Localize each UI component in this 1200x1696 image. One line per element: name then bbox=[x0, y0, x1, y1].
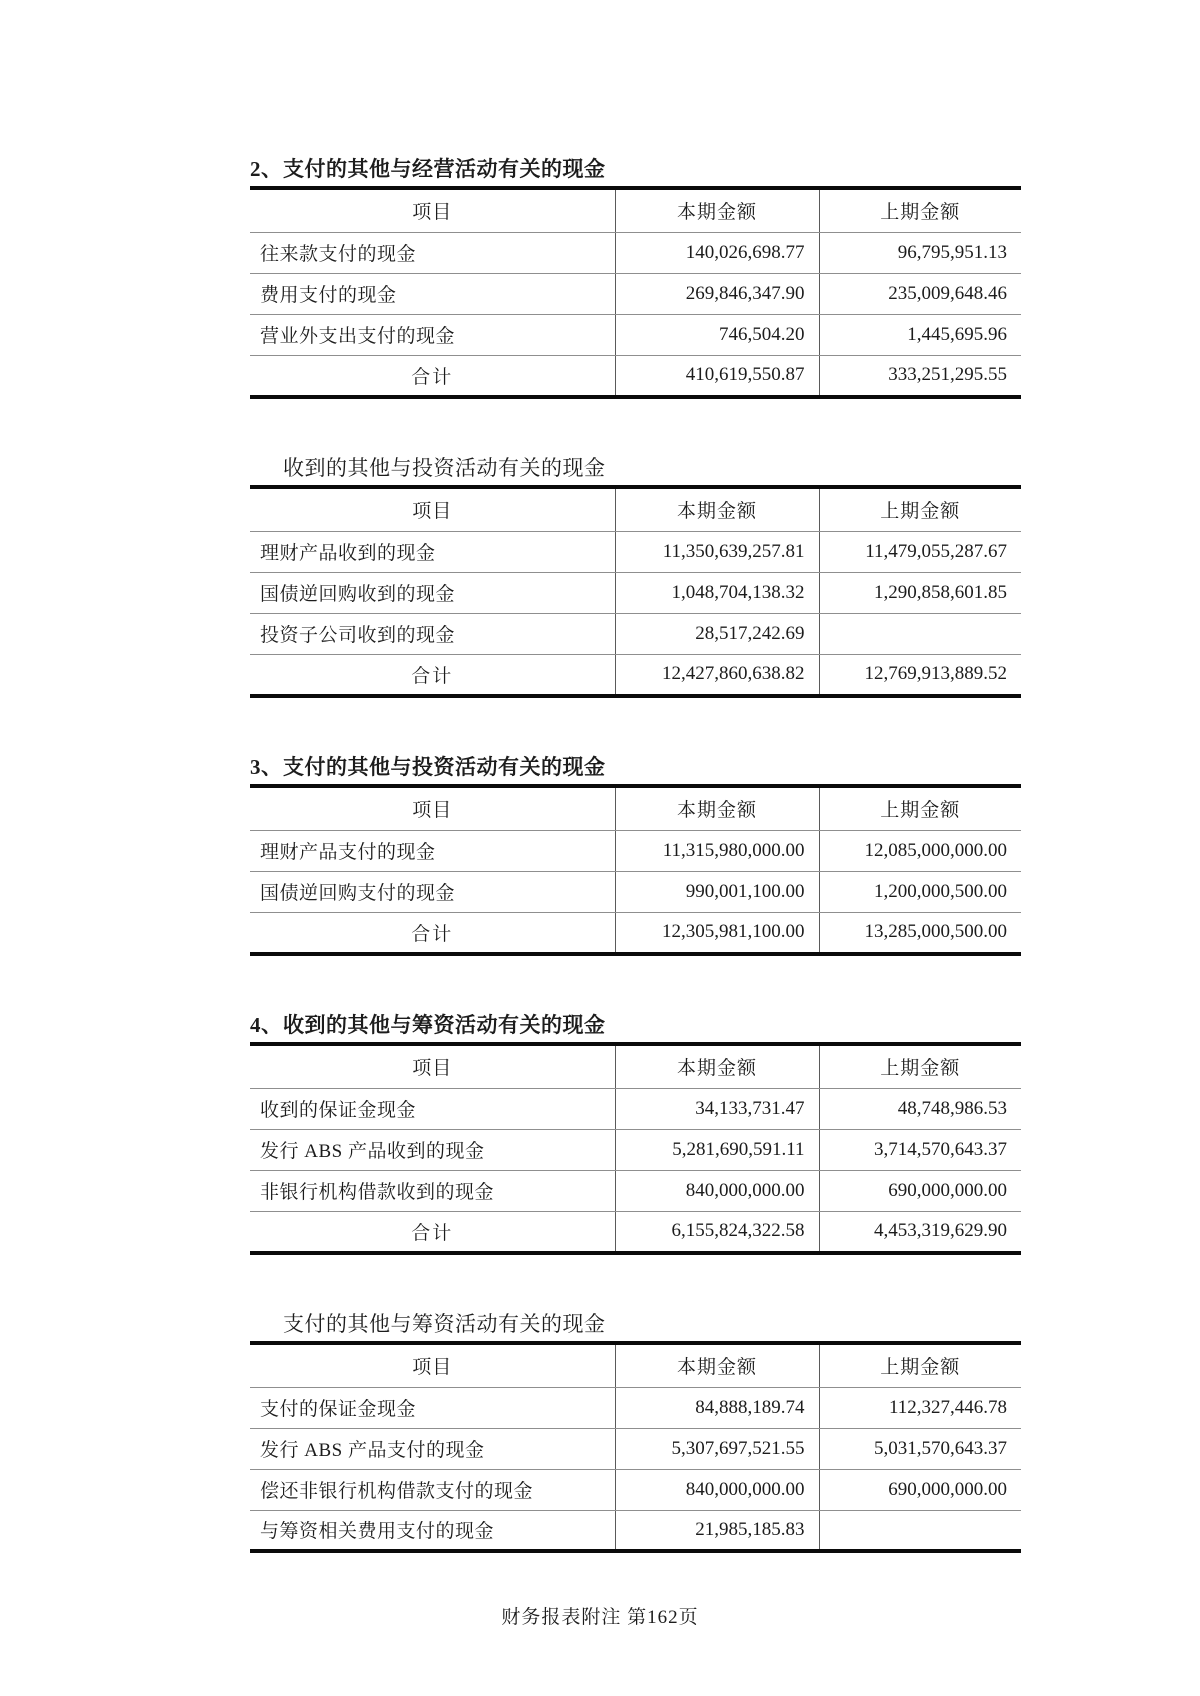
section bbox=[250, 455, 1021, 698]
row-current-amount: 28,517,242.69 bbox=[615, 613, 819, 654]
total-current-amount: 6,155,824,322.58 bbox=[615, 1211, 819, 1253]
row-prior-amount: 12,085,000,000.00 bbox=[819, 830, 1021, 871]
row-prior-amount: 1,290,858,601.85 bbox=[819, 572, 1021, 613]
section-title-text: 收到的其他与投资活动有关的现金 bbox=[283, 456, 606, 480]
column-header: 项目 bbox=[250, 1044, 615, 1088]
row-current-amount: 84,888,189.74 bbox=[615, 1387, 819, 1428]
total-label: 合计 bbox=[411, 1222, 454, 1244]
table-row bbox=[250, 572, 1021, 613]
total-prior-amount: 12,769,913,889.52 bbox=[864, 663, 1007, 685]
financial-table bbox=[250, 1042, 1021, 1255]
row-item-label: 偿还非银行机构借款支付的现金 bbox=[250, 1469, 615, 1510]
row-current-amount: 746,504.20 bbox=[615, 314, 819, 355]
row-prior-amount: 112,327,446.78 bbox=[819, 1387, 1021, 1428]
row-prior-amount: 96,795,951.13 bbox=[819, 232, 1021, 273]
section bbox=[250, 1311, 1021, 1553]
table-row bbox=[250, 232, 1021, 273]
row-item-label: 收到的保证金现金 bbox=[250, 1088, 615, 1129]
row-item-label: 往来款支付的现金 bbox=[250, 232, 615, 273]
total-label: 合计 bbox=[411, 366, 454, 388]
table-row bbox=[250, 1510, 1021, 1551]
table-row bbox=[250, 273, 1021, 314]
financial-table bbox=[250, 186, 1021, 399]
row-item-label: 投资子公司收到的现金 bbox=[250, 613, 615, 654]
row-prior-amount: 1,445,695.96 bbox=[819, 314, 1021, 355]
table-row bbox=[250, 1469, 1021, 1510]
row-prior-amount: 235,009,648.46 bbox=[819, 273, 1021, 314]
row-current-amount: 21,985,185.83 bbox=[615, 1510, 819, 1551]
total-prior-amount: 333,251,295.55 bbox=[888, 364, 1007, 386]
total-current-amount: 12,427,860,638.82 bbox=[615, 654, 819, 696]
table-header-row bbox=[250, 786, 1021, 830]
column-header: 上期金额 bbox=[819, 786, 1021, 830]
table-header-row bbox=[250, 1343, 1021, 1387]
row-prior-amount: 3,714,570,643.37 bbox=[819, 1129, 1021, 1170]
column-header: 本期金额 bbox=[615, 1044, 819, 1088]
column-header: 项目 bbox=[250, 188, 615, 232]
row-item-label: 理财产品收到的现金 bbox=[250, 531, 615, 572]
section-title-text: 收到的其他与筹资活动有关的现金 bbox=[283, 1013, 606, 1037]
section-number: 3、 bbox=[250, 755, 283, 779]
financial-table bbox=[250, 784, 1021, 956]
row-item-label: 营业外支出支付的现金 bbox=[250, 314, 615, 355]
section-title-text: 支付的其他与投资活动有关的现金 bbox=[283, 755, 606, 779]
table-row bbox=[250, 830, 1021, 871]
total-label: 合计 bbox=[411, 665, 454, 687]
total-label: 合计 bbox=[411, 923, 454, 945]
section-number: 4、 bbox=[250, 1013, 283, 1037]
column-header: 本期金额 bbox=[615, 188, 819, 232]
table-row bbox=[250, 613, 1021, 654]
column-header: 本期金额 bbox=[615, 1343, 819, 1387]
row-current-amount: 11,350,639,257.81 bbox=[615, 531, 819, 572]
row-current-amount: 140,026,698.77 bbox=[615, 232, 819, 273]
row-current-amount: 34,133,731.47 bbox=[615, 1088, 819, 1129]
row-prior-amount: 11,479,055,287.67 bbox=[819, 531, 1021, 572]
table-row bbox=[250, 314, 1021, 355]
table-total-row bbox=[250, 1211, 1021, 1253]
column-header: 本期金额 bbox=[615, 786, 819, 830]
table-header-row bbox=[250, 1044, 1021, 1088]
row-item-label: 理财产品支付的现金 bbox=[250, 830, 615, 871]
table-row bbox=[250, 1088, 1021, 1129]
row-current-amount: 11,315,980,000.00 bbox=[615, 830, 819, 871]
row-current-amount: 1,048,704,138.32 bbox=[615, 572, 819, 613]
row-item-label: 费用支付的现金 bbox=[250, 273, 615, 314]
section-title bbox=[250, 1012, 1021, 1038]
section bbox=[250, 156, 1021, 399]
table-header-row bbox=[250, 188, 1021, 232]
table-header-row bbox=[250, 487, 1021, 531]
row-current-amount: 990,001,100.00 bbox=[615, 871, 819, 912]
section-title bbox=[250, 156, 1021, 182]
total-current-amount: 12,305,981,100.00 bbox=[615, 912, 819, 954]
column-header: 本期金额 bbox=[615, 487, 819, 531]
row-prior-amount: 690,000,000.00 bbox=[819, 1469, 1021, 1510]
column-header: 项目 bbox=[250, 1343, 615, 1387]
row-item-label: 国债逆回购支付的现金 bbox=[250, 871, 615, 912]
table-row bbox=[250, 1170, 1021, 1211]
row-prior-amount: 5,031,570,643.37 bbox=[819, 1428, 1021, 1469]
table-row bbox=[250, 1428, 1021, 1469]
row-current-amount: 5,281,690,591.11 bbox=[615, 1129, 819, 1170]
section bbox=[250, 1012, 1021, 1255]
table-total-row bbox=[250, 654, 1021, 696]
row-prior-amount bbox=[819, 1510, 1021, 1551]
row-current-amount: 269,846,347.90 bbox=[615, 273, 819, 314]
column-header: 项目 bbox=[250, 487, 615, 531]
row-item-label: 发行 ABS 产品收到的现金 bbox=[250, 1129, 615, 1170]
column-header: 项目 bbox=[250, 786, 615, 830]
table-total-row bbox=[250, 912, 1021, 954]
row-item-label: 与筹资相关费用支付的现金 bbox=[260, 1521, 495, 1543]
section-title bbox=[250, 754, 1021, 780]
total-prior-amount: 13,285,000,500.00 bbox=[864, 921, 1007, 943]
section-number: 2、 bbox=[250, 157, 283, 181]
table-row bbox=[250, 1129, 1021, 1170]
section-title-text: 支付的其他与经营活动有关的现金 bbox=[283, 157, 606, 181]
column-header: 上期金额 bbox=[819, 188, 1021, 232]
column-header: 上期金额 bbox=[819, 1044, 1021, 1088]
row-current-amount: 840,000,000.00 bbox=[615, 1170, 819, 1211]
table-row bbox=[250, 1387, 1021, 1428]
section-title-text: 支付的其他与筹资活动有关的现金 bbox=[283, 1312, 606, 1336]
table-row bbox=[250, 871, 1021, 912]
row-prior-amount: 1,200,000,500.00 bbox=[819, 871, 1021, 912]
row-current-amount: 840,000,000.00 bbox=[615, 1469, 819, 1510]
table-row bbox=[250, 531, 1021, 572]
section-title bbox=[250, 455, 1021, 481]
page-footer: 财务报表附注 第162页 bbox=[501, 1607, 699, 1628]
row-prior-amount bbox=[819, 613, 1021, 654]
column-header: 上期金额 bbox=[819, 1343, 1021, 1387]
row-item-label: 发行 ABS 产品支付的现金 bbox=[250, 1428, 615, 1469]
row-item-label: 国债逆回购收到的现金 bbox=[250, 572, 615, 613]
row-prior-amount: 690,000,000.00 bbox=[819, 1170, 1021, 1211]
column-header: 上期金额 bbox=[819, 487, 1021, 531]
row-prior-amount: 48,748,986.53 bbox=[819, 1088, 1021, 1129]
financial-table bbox=[250, 485, 1021, 698]
financial-table bbox=[250, 1341, 1021, 1553]
section bbox=[250, 754, 1021, 956]
total-prior-amount: 4,453,319,629.90 bbox=[874, 1220, 1007, 1242]
row-current-amount: 5,307,697,521.55 bbox=[615, 1428, 819, 1469]
total-current-amount: 410,619,550.87 bbox=[615, 355, 819, 397]
row-item-label: 支付的保证金现金 bbox=[250, 1387, 615, 1428]
table-total-row bbox=[250, 355, 1021, 397]
row-item-label: 非银行机构借款收到的现金 bbox=[250, 1170, 615, 1211]
section-title bbox=[250, 1311, 1021, 1337]
